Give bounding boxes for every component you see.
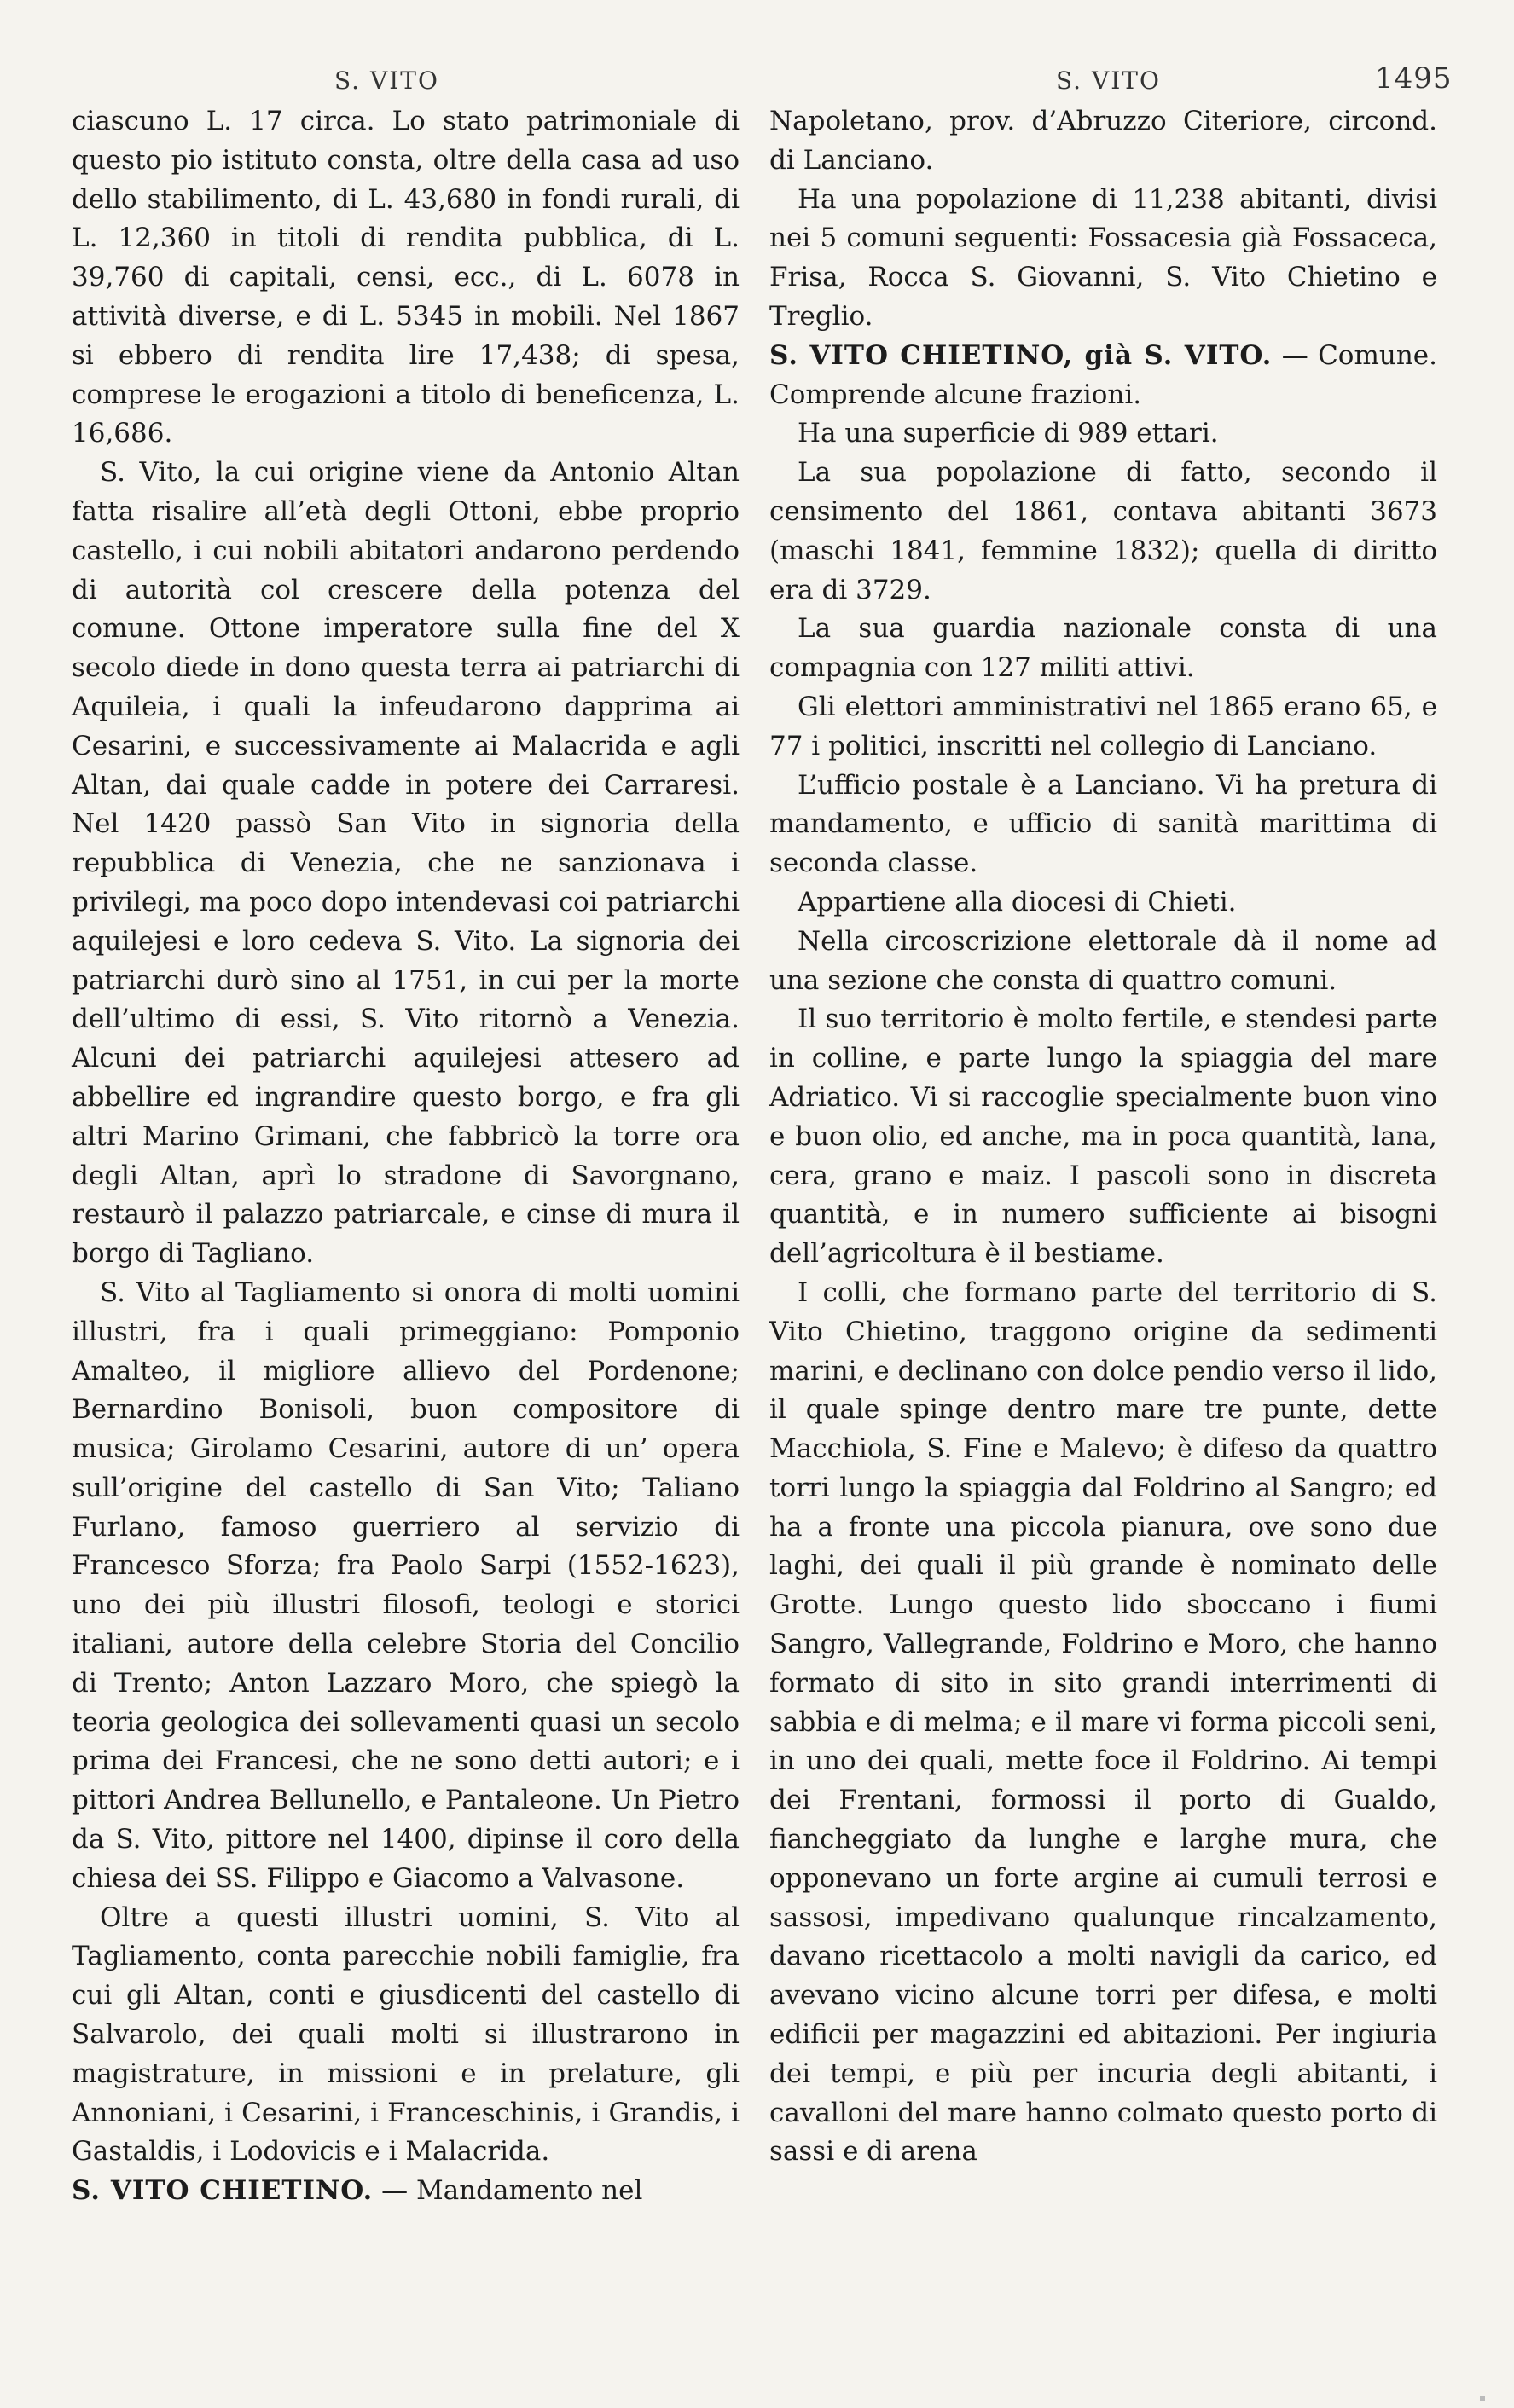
- paragraph: La sua popolazione di fatto, secondo il censimento del 1861, contava abitanti 3673 (maschi 1841, femmine 1832); quella di diritto era di 3729.: [769, 457, 1437, 605]
- entry-heading: S. VITO CHIETINO.: [72, 2175, 374, 2207]
- paragraph: Ha una popolazione di 11,238 abitanti, divisi nei 5 comuni seguenti: Fossacesia già Fossaceca, Frisa, Rocca S. Giovanni, S. Vito Chietino e Treglio.: [769, 183, 1437, 332]
- left-running-title: S. VITO: [334, 67, 439, 95]
- right-column: [769, 102, 1437, 2172]
- paragraph: Gli elettori amministrativi nel 1865 erano 65, e 77 i politici, inscritti nel collegio di Lanciano.: [769, 691, 1437, 761]
- page-number: 1495: [1375, 61, 1453, 96]
- paragraph: Napoletano, prov. d’Abruzzo Citeriore, circond. di Lanciano.: [769, 106, 1437, 176]
- entry-paragraph: [72, 2172, 740, 2211]
- entry-paragraph: [769, 337, 1437, 415]
- paragraph: Appartiene alla diocesi di Chieti.: [798, 886, 1237, 917]
- paragraph: ciascuno L. 17 circa. Lo stato patrimoniale di questo pio istituto consta, oltre della casa ad uso dello stabilimento, di L. 43,680 in fondi rurali, di L. 12,360 in titoli di rendita pubblica, di L. 39,760 di capitali, censi, ecc., di L. 6078 in attività diverse, e di L. 5345 in mobili. Nel 1867 si ebbero di rendita lire 17,438; di spesa, comprese le erogazioni a titolo di beneficenza, L. 16,686.: [72, 106, 740, 449]
- paragraph: La sua guardia nazionale consta di una compagnia con 127 militi attivi.: [769, 613, 1437, 684]
- paragraph: I colli, che formano parte del territorio di S. Vito Chietino, traggono origine da sedimenti marini, e declinano con dolce pendio verso il lido, il quale spinge dentro mare tre punte, dette Macchiola, S. Fine e Malevo; è difeso da quattro torri lungo la spiaggia dal Foldrino al Sangro; ed ha a fronte una piccola pianura, ove sono due laghi, dei quali il più grande è nominato delle Grotte. Lungo questo lido sboccano i fiumi Sangro, Vallegrande, Foldrino e Moro, che hanno formato di sito in sito grandi interrimenti di sabbia e di melma; e il mare vi forma piccoli seni, in uno dei quali, mette foce il Foldrino. Ai tempi dei Frentani, formossi il porto di Gualdo, fiancheggiato da lunghe e larghe mura, che opponevano un forte argine ai cumuli terrosi e sassosi, impedivano qualunque rincalzamento, davano ricettacolo a molti navigli da carico, ed avevano vicino alcune torri per difesa, e molti edificii per magazzini ed abitazioni. Per ingiuria dei tempi, e più per incuria degli abitanti, i cavalloni del mare hanno colmato questo porto di sassi e di arena: [769, 1276, 1437, 2168]
- entry-text: — Comune. Comprende alcune frazioni.: [769, 339, 1437, 410]
- entry-text: — Mandamento nel: [373, 2175, 643, 2207]
- paragraph: Ha una superficie di 989 ettari.: [798, 418, 1219, 449]
- left-column: [72, 102, 740, 2211]
- column-divider: [744, 111, 745, 2157]
- paragraph: Il suo territorio è molto fertile, e stendesi parte in colline, e parte lungo la spiaggia del mare Adriatico. Vi si raccoglie specialmente buon vino e buon olio, ed anche, ma in poca quantità, lana, cera, grano e maiz. I pascoli sono in discreta quantità, e in numero sufficiente ai bisogni dell’agricoltura è il bestiame.: [769, 1004, 1437, 1270]
- paragraph: S. Vito al Tagliamento si onora di molti uomini illustri, fra i quali primeggiano: Pomponio Amalteo, il migliore allievo del Pordenone; Bernardino Bonisoli, buon compositore di musica; Girolamo Cesarini, autore di un’ opera sull’origine del castello di San Vito; Taliano Furlano, famoso guerriero al servizio di Francesco Sforza; fra Paolo Sarpi (1552-1623), uno dei più illustri filosofi, teologi e storici italiani, autore della celebre Storia del Concilio di Trento; Anton Lazzaro Moro, che spiegò la teoria geologica dei sollevamenti quasi un secolo prima dei Francesi, che ne sono detti autori; e i pittori Andrea Bellunello, e Pantaleone. Un Pietro da S. Vito, pittore nel 1400, dipinse il coro della chiesa dei SS. Filippo e Giacomo a Valvasone.: [72, 1276, 740, 1894]
- paragraph: S. Vito, la cui origine viene da Antonio Altan fatta risalire all’età degli Ottoni, ebbe proprio castello, i cui nobili abitatori andarono perdendo di autorità col crescere della potenza del comune. Ottone imperatore sulla fine del X secolo diede in dono questa terra ai patriarchi di Aquileia, i quali la infeudarono dapprima ai Cesarini, e successivamente ai Malacrida e agli Altan, dai quale cadde in potere dei Carraresi. Nel 1420 passò San Vito in signoria della repubblica di Venezia, che ne sanzionava i privilegi, ma poco dopo intendevasi coi patriarchi aquilejesi e loro cedeva S. Vito. La signoria dei patriarchi durò sino al 1751, in cui per la morte dell’ultimo di essi, S. Vito ritornò a Venezia. Alcuni dei patriarchi aquilejesi attesero ad abbellire ed ingrandire questo borgo, e fra gli altri Marino Grimani, che fabbricò la torre ora degli Altan, aprì lo stradone di Savorgnano, restaurò il palazzo patriarcale, e cinse di mura il borgo di Tagliano.: [72, 457, 740, 1270]
- paragraph: Nella circoscrizione elettorale dà il nome ad una sezione che consta di quattro comuni.: [769, 925, 1437, 996]
- scan-speck: [1480, 2396, 1485, 2401]
- entry-heading: S. VITO CHIETINO, già S. VITO.: [769, 339, 1273, 371]
- paragraph: Oltre a questi illustri uomini, S. Vito al Tagliamento, conta parecchie nobili famiglie, fra cui gli Altan, conti e giusdicenti del castello di Salvarolo, dei quali molti si illustrarono in magistrature, in missioni e in prelature, gli Annoniani, i Cesarini, i Franceschinis, i Grandis, i Gastaldis, i Lodovicis e i Malacrida.: [72, 1902, 740, 2168]
- right-running-title: S. VITO: [1056, 67, 1161, 95]
- paragraph: L’ufficio postale è a Lanciano. Vi ha pretura di mandamento, e ufficio di sanità marittima di seconda classe.: [769, 769, 1437, 879]
